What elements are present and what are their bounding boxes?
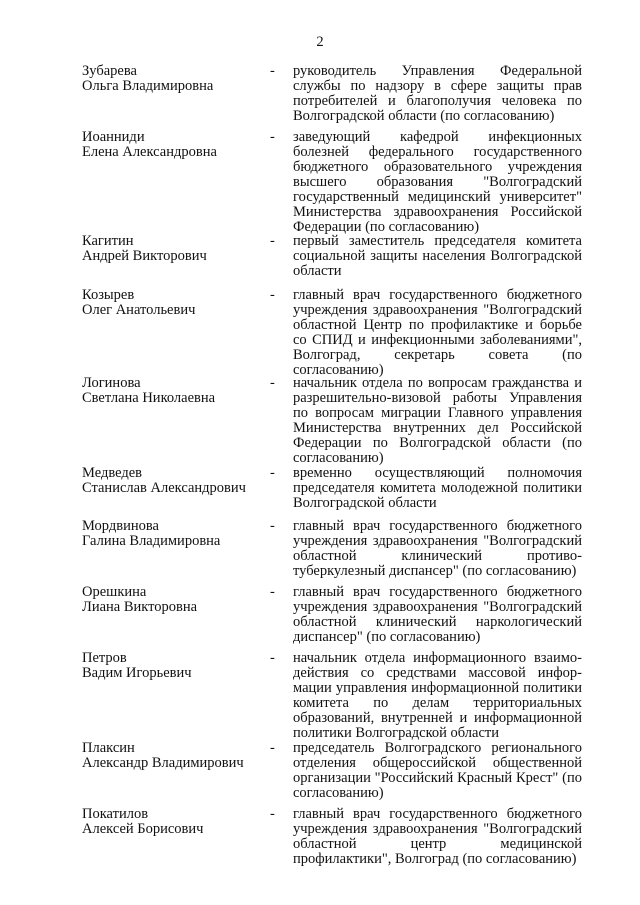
member-surname: Иоанниди — [82, 129, 145, 145]
member-surname: Козырев — [82, 287, 135, 303]
member-name — [82, 466, 272, 496]
member-name — [82, 234, 272, 264]
member-role: главный врач государственного бюджетного учреждения здравоохранения "Волгоградский областной Центр по профилактике и борьбе со СПИД и инфекционными заболеваниями", Волгоград, секретарь совета (по согласованию) — [293, 287, 582, 378]
member-given-name: Галина Владимировна — [82, 533, 221, 549]
member-name — [82, 807, 272, 837]
member-surname: Орешкина — [82, 584, 147, 600]
member-given-name: Елена Александровна — [82, 144, 217, 160]
member-role: главный врач государственного бюджетного учреждения здравоохранения "Волгоградский областной клинический противотуберкулезный диспансер" (по согласованию) — [293, 518, 582, 579]
separator-dash: - — [270, 63, 275, 79]
member-surname: Зубарева — [82, 63, 137, 79]
member-role: заведующий кафедрой инфекционных болезней федерального государственного бюджетного образовательного учреждения высшего образования "Волгоградский государственный медицинский университет" Министерства здравоохранения Российской Федерации (по согласованию) — [293, 129, 582, 235]
member-surname: Плаксин — [82, 740, 135, 756]
member-given-name: Станислав Александрович — [82, 480, 246, 496]
member-name — [82, 288, 272, 318]
separator-dash: - — [270, 375, 275, 391]
member-name — [82, 376, 272, 406]
member-name — [82, 519, 272, 549]
member-surname: Покатилов — [82, 806, 149, 822]
member-role: временно осуществляющий полномочия председателя комитета молодежной политики Волгоградской области — [293, 465, 582, 511]
member-given-name: Светлана Николаевна — [82, 390, 216, 406]
member-given-name: Лиана Викторовна — [82, 599, 198, 615]
page-number: 2 — [316, 34, 324, 50]
separator-dash: - — [270, 518, 275, 534]
member-role: председатель Волгоградского регионального отделения общероссийской общественной организации "Российский Красный Крест" (по согласованию) — [293, 740, 582, 801]
separator-dash: - — [270, 233, 275, 249]
member-name — [82, 741, 272, 771]
member-surname: Мордвинова — [82, 518, 159, 534]
separator-dash: - — [270, 129, 275, 145]
member-name — [82, 130, 272, 160]
separator-dash: - — [270, 287, 275, 303]
member-surname: Медведев — [82, 465, 142, 481]
member-role: начальник отдела информационного взаимодействия со средствами массовой информации управления информационной политики комитета по делам территориальных образований, внутренней и информационной политики Волгоградской области — [293, 650, 582, 741]
member-role: начальник отдела по вопросам гражданства и разрешительно-визовой работы Управления по вопросам миграции Главного управления Министерства внутренних дел Российской Федерации по Волгоградской области (по согласованию) — [293, 375, 582, 466]
member-given-name: Олег Анатольевич — [82, 302, 196, 318]
member-name — [82, 585, 272, 615]
member-given-name: Алексей Борисович — [82, 821, 204, 837]
member-role: главный врач государственного бюджетного учреждения здравоохранения "Волгоградский областной центр медицинской профилактики", Волгоград (по согласованию) — [293, 806, 582, 867]
separator-dash: - — [270, 584, 275, 600]
member-role: первый заместитель председателя комитета социальной защиты населения Волгоградской области — [293, 233, 582, 279]
member-surname: Кагитин — [82, 233, 134, 249]
separator-dash: - — [270, 650, 275, 666]
member-given-name: Вадим Игорьевич — [82, 665, 192, 681]
member-name — [82, 64, 272, 94]
member-given-name: Ольга Владимировна — [82, 78, 214, 94]
member-given-name: Андрей Викторович — [82, 248, 207, 264]
member-given-name: Александр Владимирович — [82, 755, 244, 771]
member-name — [82, 651, 272, 681]
member-surname: Логинова — [82, 375, 141, 391]
member-surname: Петров — [82, 650, 127, 666]
separator-dash: - — [270, 740, 275, 756]
separator-dash: - — [270, 465, 275, 481]
member-role: главный врач государственного бюджетного учреждения здравоохранения "Волгоградский областной клинический наркологический диспансер" (по согласованию) — [293, 584, 582, 645]
member-role: руководитель Управления Федеральной службы по надзору в сфере защиты прав потребителей и благополучия человека по Волгоградской области (по согласованию) — [293, 63, 582, 124]
separator-dash: - — [270, 806, 275, 822]
